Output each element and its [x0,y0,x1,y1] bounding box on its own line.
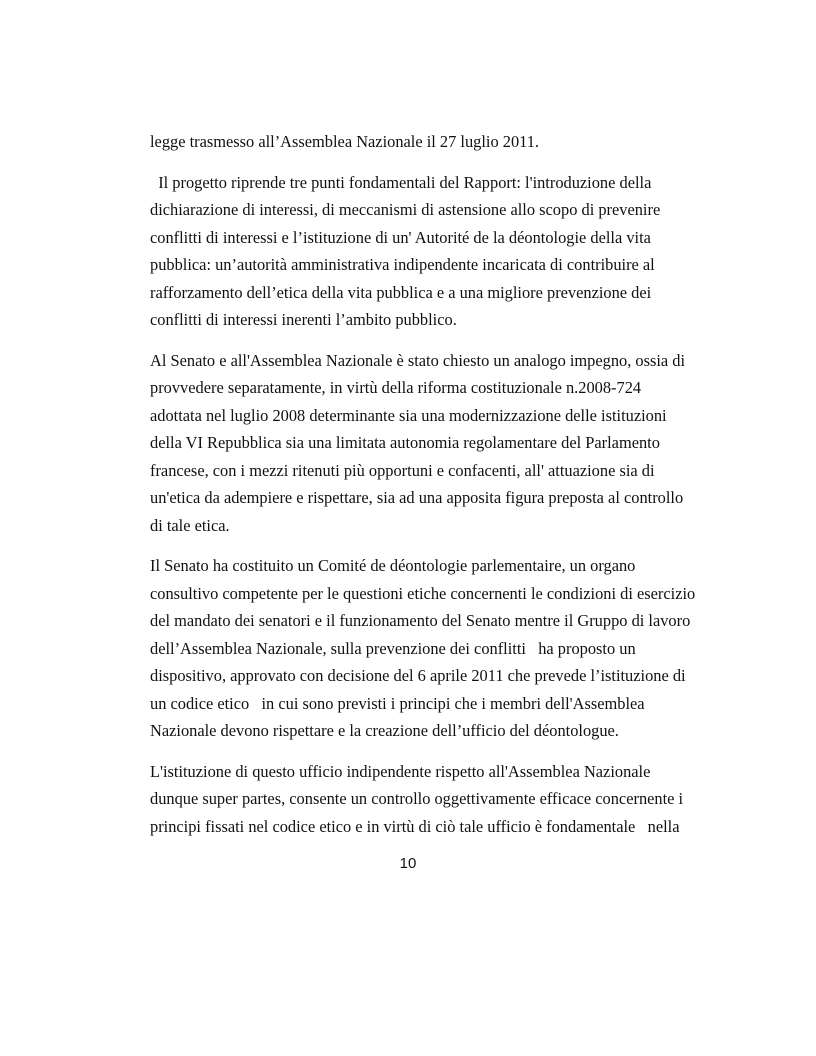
text-line: adottata nel luglio 2008 determinante sia una modernizzazione delle istituzioni [150,405,667,425]
text-line: legge trasmesso all’Assemblea Nazionale il 27 luglio 2011. [150,132,540,151]
paragraph-4 [150,552,695,745]
text-line: dunque super partes, consente un controllo oggettivamente efficace concernente i [150,789,684,808]
paragraph-2 [150,169,695,334]
text-line: provvedere separatamente, in virtù della riforma costituzionale n.2008-724 [150,378,642,397]
text-line: Nazionale devono rispettare e la creazione dell’ufficio del déontologue. [150,721,619,740]
document-body [150,128,695,840]
text-line: dichiarazione di interessi, di meccanismi di astensione allo scopo di prevenire [150,200,661,219]
paragraph-3 [150,347,695,540]
text-line: rafforzamento dell’etica della vita pubblica e a una migliore prevenzione dei [150,282,652,302]
text-line: Il Senato ha costituito un Comité de déontologie parlementaire, un organo [150,556,636,575]
text-line: principi fissati nel codice etico e in virtù di ciò tale ufficio è fondamentale nella [150,816,680,836]
text-line: un'etica da adempiere e rispettare, sia ad una apposita figura preposta al controllo [150,488,684,507]
text-line: L'istituzione di questo ufficio indipendente rispetto all'Assemblea Nazionale [150,761,651,781]
paragraph-5 [150,758,695,841]
text-line: francese, con i mezzi ritenuti più opportuni e confacenti, all' attuazione sia di [150,460,655,480]
text-line: conflitti di interessi inerenti l’ambito pubblico. [150,310,457,329]
text-line: conflitti di interessi e l’istituzione di un' Autorité de la déontologie della vita [150,227,651,247]
text-line: consultivo competente per le questioni etiche concernenti le condizioni di esercizio [150,583,696,603]
text-line: del mandato dei senatori e il funzionamento del Senato mentre il Gruppo di lavoro [150,611,691,630]
text-line: un codice etico in cui sono previsti i principi che i membri dell'Assemblea [150,693,645,713]
text-line: Il progetto riprende tre punti fondamentali del Rapport: l'introduzione della [150,172,652,192]
text-line: pubblica: un’autorità amministrativa indipendente incaricata di contribuire al [150,255,655,274]
page-number: 10 [399,855,417,872]
text-line: dell’Assemblea Nazionale, sulla prevenzione dei conflitti ha proposto un [150,638,636,658]
text-line: Al Senato e all'Assemblea Nazionale è stato chiesto un analogo impegno, ossia di [150,350,686,370]
text-line: della VI Repubblica sia una limitata autonomia regolamentare del Parlamento [150,433,660,452]
paragraph-1 [150,128,695,156]
text-line: di tale etica. [150,515,230,535]
text-line: dispositivo, approvato con decisione del 6 aprile 2011 che prevede l’istituzione di [150,666,686,685]
